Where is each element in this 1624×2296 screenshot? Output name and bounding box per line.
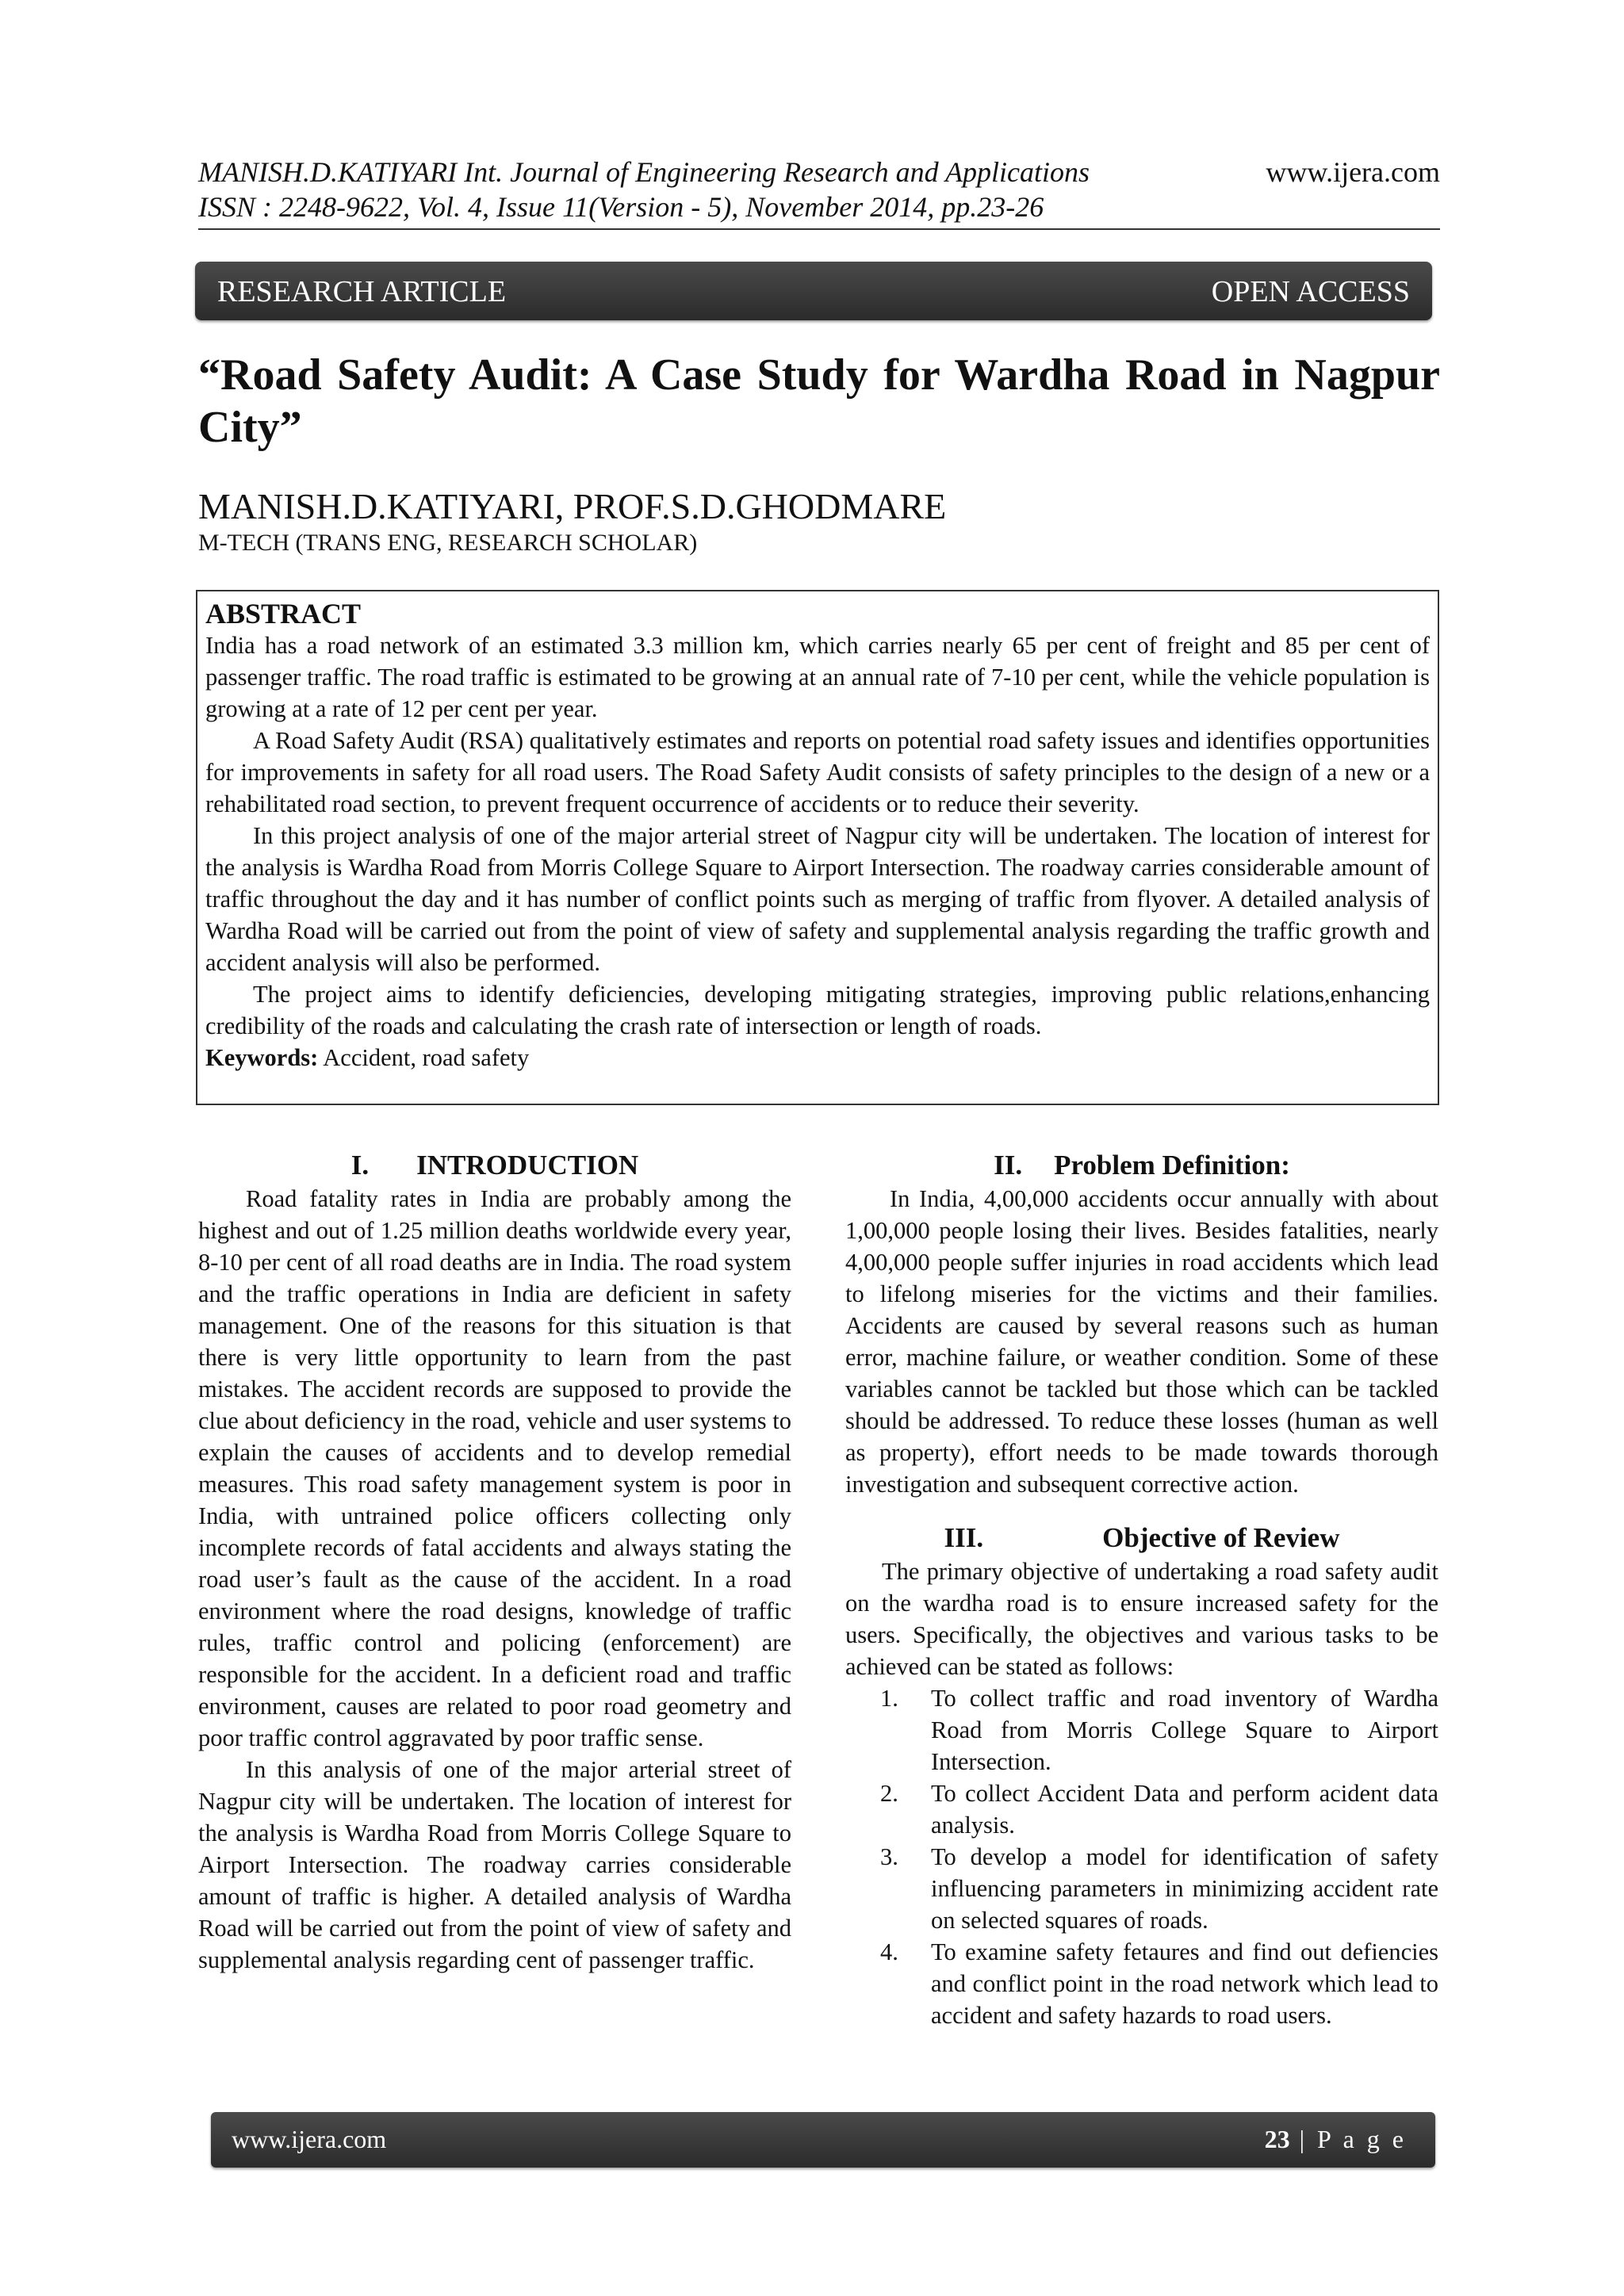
article-type-bar: [195, 262, 1432, 320]
journal-citation-line2: ISSN : 2248-9622, Vol. 4, Issue 11(Version - 5), November 2014, pp.23-26: [198, 191, 1044, 223]
section-title: Problem Definition:: [1054, 1150, 1290, 1181]
list-item: [845, 1936, 1438, 2031]
left-column: [198, 1148, 791, 1976]
list-item-number: 1.: [880, 1685, 898, 1712]
section-number: I.: [350, 1150, 370, 1181]
keywords-text: Accident, road safety: [318, 1044, 530, 1071]
page-indicator: [1265, 2125, 1407, 2154]
section-number: III.: [944, 1522, 984, 1553]
list-item-text: To collect Accident Data and perform acident data analysis.: [931, 1780, 1438, 1839]
list-item: [845, 1682, 1438, 1777]
journal-citation-line1: MANISH.D.KATIYARI Int. Journal of Engineering Research and Applications: [198, 156, 1090, 188]
abstract-box: [196, 590, 1439, 1105]
objective-list: [845, 1682, 1438, 2031]
section-heading-objective: [845, 1521, 1438, 1556]
abstract-paragraph: India has a road network of an estimated 3.3 million km, which carries nearly 65 per cent of freight and 85 per cent of passenger traffic. The road traffic is estimated to be growing at an annual rate of 7-10 per cent, while the vehicle population is growing at a rate of 12 per cent per year.: [205, 632, 1430, 722]
article-type-label: RESEARCH ARTICLE: [217, 275, 507, 308]
section-heading-problem-definition: [845, 1148, 1438, 1183]
page-label: | P a g e: [1289, 2125, 1407, 2153]
abstract-heading: ABSTRACT: [205, 598, 362, 629]
list-item-text: To develop a model for identification of safety influencing parameters in minimizing accident rate on selected squares of roads.: [931, 1843, 1438, 1934]
list-item-text: To examine safety fetaures and find out defiencies and conflict point in the road network which lead to accident and safety hazards to road users.: [931, 1938, 1438, 2029]
page-footer: [211, 2112, 1435, 2168]
list-item-number: 3.: [880, 1843, 898, 1870]
section-spacer: [845, 1500, 1438, 1521]
problem-paragraph: In India, 4,00,000 accidents occur annually with about 1,00,000 people losing their lives. Besides fatalities, nearly 4,00,000 people suffer injuries in road accidents which lead to lifelong miseries for the victims and their families. Accidents are caused by several reasons such as human error, machine failure, or weather condition. Some of these variables cannot be tackled but those which can be tackled should be addressed. To reduce these losses (human as well as property), effort needs to be made towards thorough investigation and subsequent corrective action.: [845, 1185, 1438, 1498]
keywords-line: [205, 1042, 1430, 1073]
intro-paragraph: In this analysis of one of the major arterial street of Nagpur city will be undertaken. The location of interest for the analysis is Wardha Road from Morris College Square to Airport Intersection. The roadway carries considerable amount of traffic is higher. A detailed analysis of Wardha Road will be carried out from the point of view of safety and supplemental analysis regarding cent of passenger traffic.: [198, 1756, 791, 1973]
right-column: [845, 1148, 1438, 2031]
section-number: II.: [994, 1150, 1023, 1181]
abstract-paragraph: A Road Safety Audit (RSA) qualitatively estimates and reports on potential road safety issues and identifies opportunities for improvements in safety for all road users. The Road Safety Audit consists of safety principles to the design of a new or a rehabilitated road section, to prevent frequent occurrence of accidents or to reduce their severity.: [205, 727, 1430, 817]
paper-authors: MANISH.D.KATIYARI, PROF.S.D.GHODMARE: [198, 486, 947, 526]
footer-website[interactable]: www.ijera.com: [232, 2125, 387, 2153]
journal-website[interactable]: www.ijera.com: [1266, 156, 1440, 188]
objective-paragraph: The primary objective of undertaking a road safety audit on the wardha road is to ensure increased safety for the users. Specifically, the objectives and various tasks to be achieved can be stated as follows:: [845, 1558, 1438, 1680]
intro-paragraph: Road fatality rates in India are probably among the highest and out of 1.25 million deaths worldwide every year, 8-10 per cent of all road deaths are in India. The road system and the traffic operations in India are deficient in safety management. One of the reasons for this situation is that there is very little opportunity to learn from the past mistakes. The accident records are supposed to provide the clue about deficiency in the road, vehicle and user systems to explain the causes of accidents and to develop remedial measures. This road safety management system is poor in India, with untrained police officers collecting only incomplete records of fatal accidents and always stating the road user’s fault as the cause of the accident. In a road environment where the road designs, knowledge of traffic rules, traffic control and policing (enforcement) are responsible for the accident. In a deficient road and traffic environment, causes are related to poor road geometry and poor traffic control aggravated by poor traffic sense.: [198, 1185, 791, 1751]
section-heading-introduction: [198, 1148, 791, 1183]
list-item-number: 2.: [880, 1780, 898, 1807]
list-item-text: To collect traffic and road inventory of Wardha Road from Morris College Square to Airport Intersection.: [931, 1685, 1438, 1775]
keywords-label: Keywords:: [205, 1044, 319, 1071]
list-item: [845, 1777, 1438, 1841]
author-affiliation: M-TECH (TRANS ENG, RESEARCH SCHOLAR): [198, 530, 698, 556]
section-title: INTRODUCTION: [416, 1150, 639, 1181]
list-item-number: 4.: [880, 1938, 898, 1965]
paper-title: “Road Safety Audit: A Case Study for Wardha Road in Nagpur City”: [198, 350, 1440, 452]
list-item: [845, 1841, 1438, 1936]
open-access-label: OPEN ACCESS: [1211, 275, 1410, 308]
abstract-paragraph: In this project analysis of one of the major arterial street of Nagpur city will be undertaken. The location of interest for the analysis is Wardha Road from Morris College Square to Airport Intersection. The roadway carries considerable amount of traffic throughout the day and it has number of conflict points such as merging of traffic from flyover. A detailed analysis of Wardha Road will be carried out from the point of view of safety and supplemental analysis regarding the traffic growth and accident analysis will also be performed.: [205, 822, 1430, 976]
journal-header: [198, 155, 1440, 230]
section-title: Objective of Review: [1102, 1522, 1340, 1553]
abstract-paragraph: The project aims to identify deficiencies, developing mitigating strategies, improving public relations,enhancing credibility of the roads and calculating the crash rate of intersection or length of roads.: [205, 981, 1430, 1039]
page-number: 23: [1264, 2125, 1290, 2153]
